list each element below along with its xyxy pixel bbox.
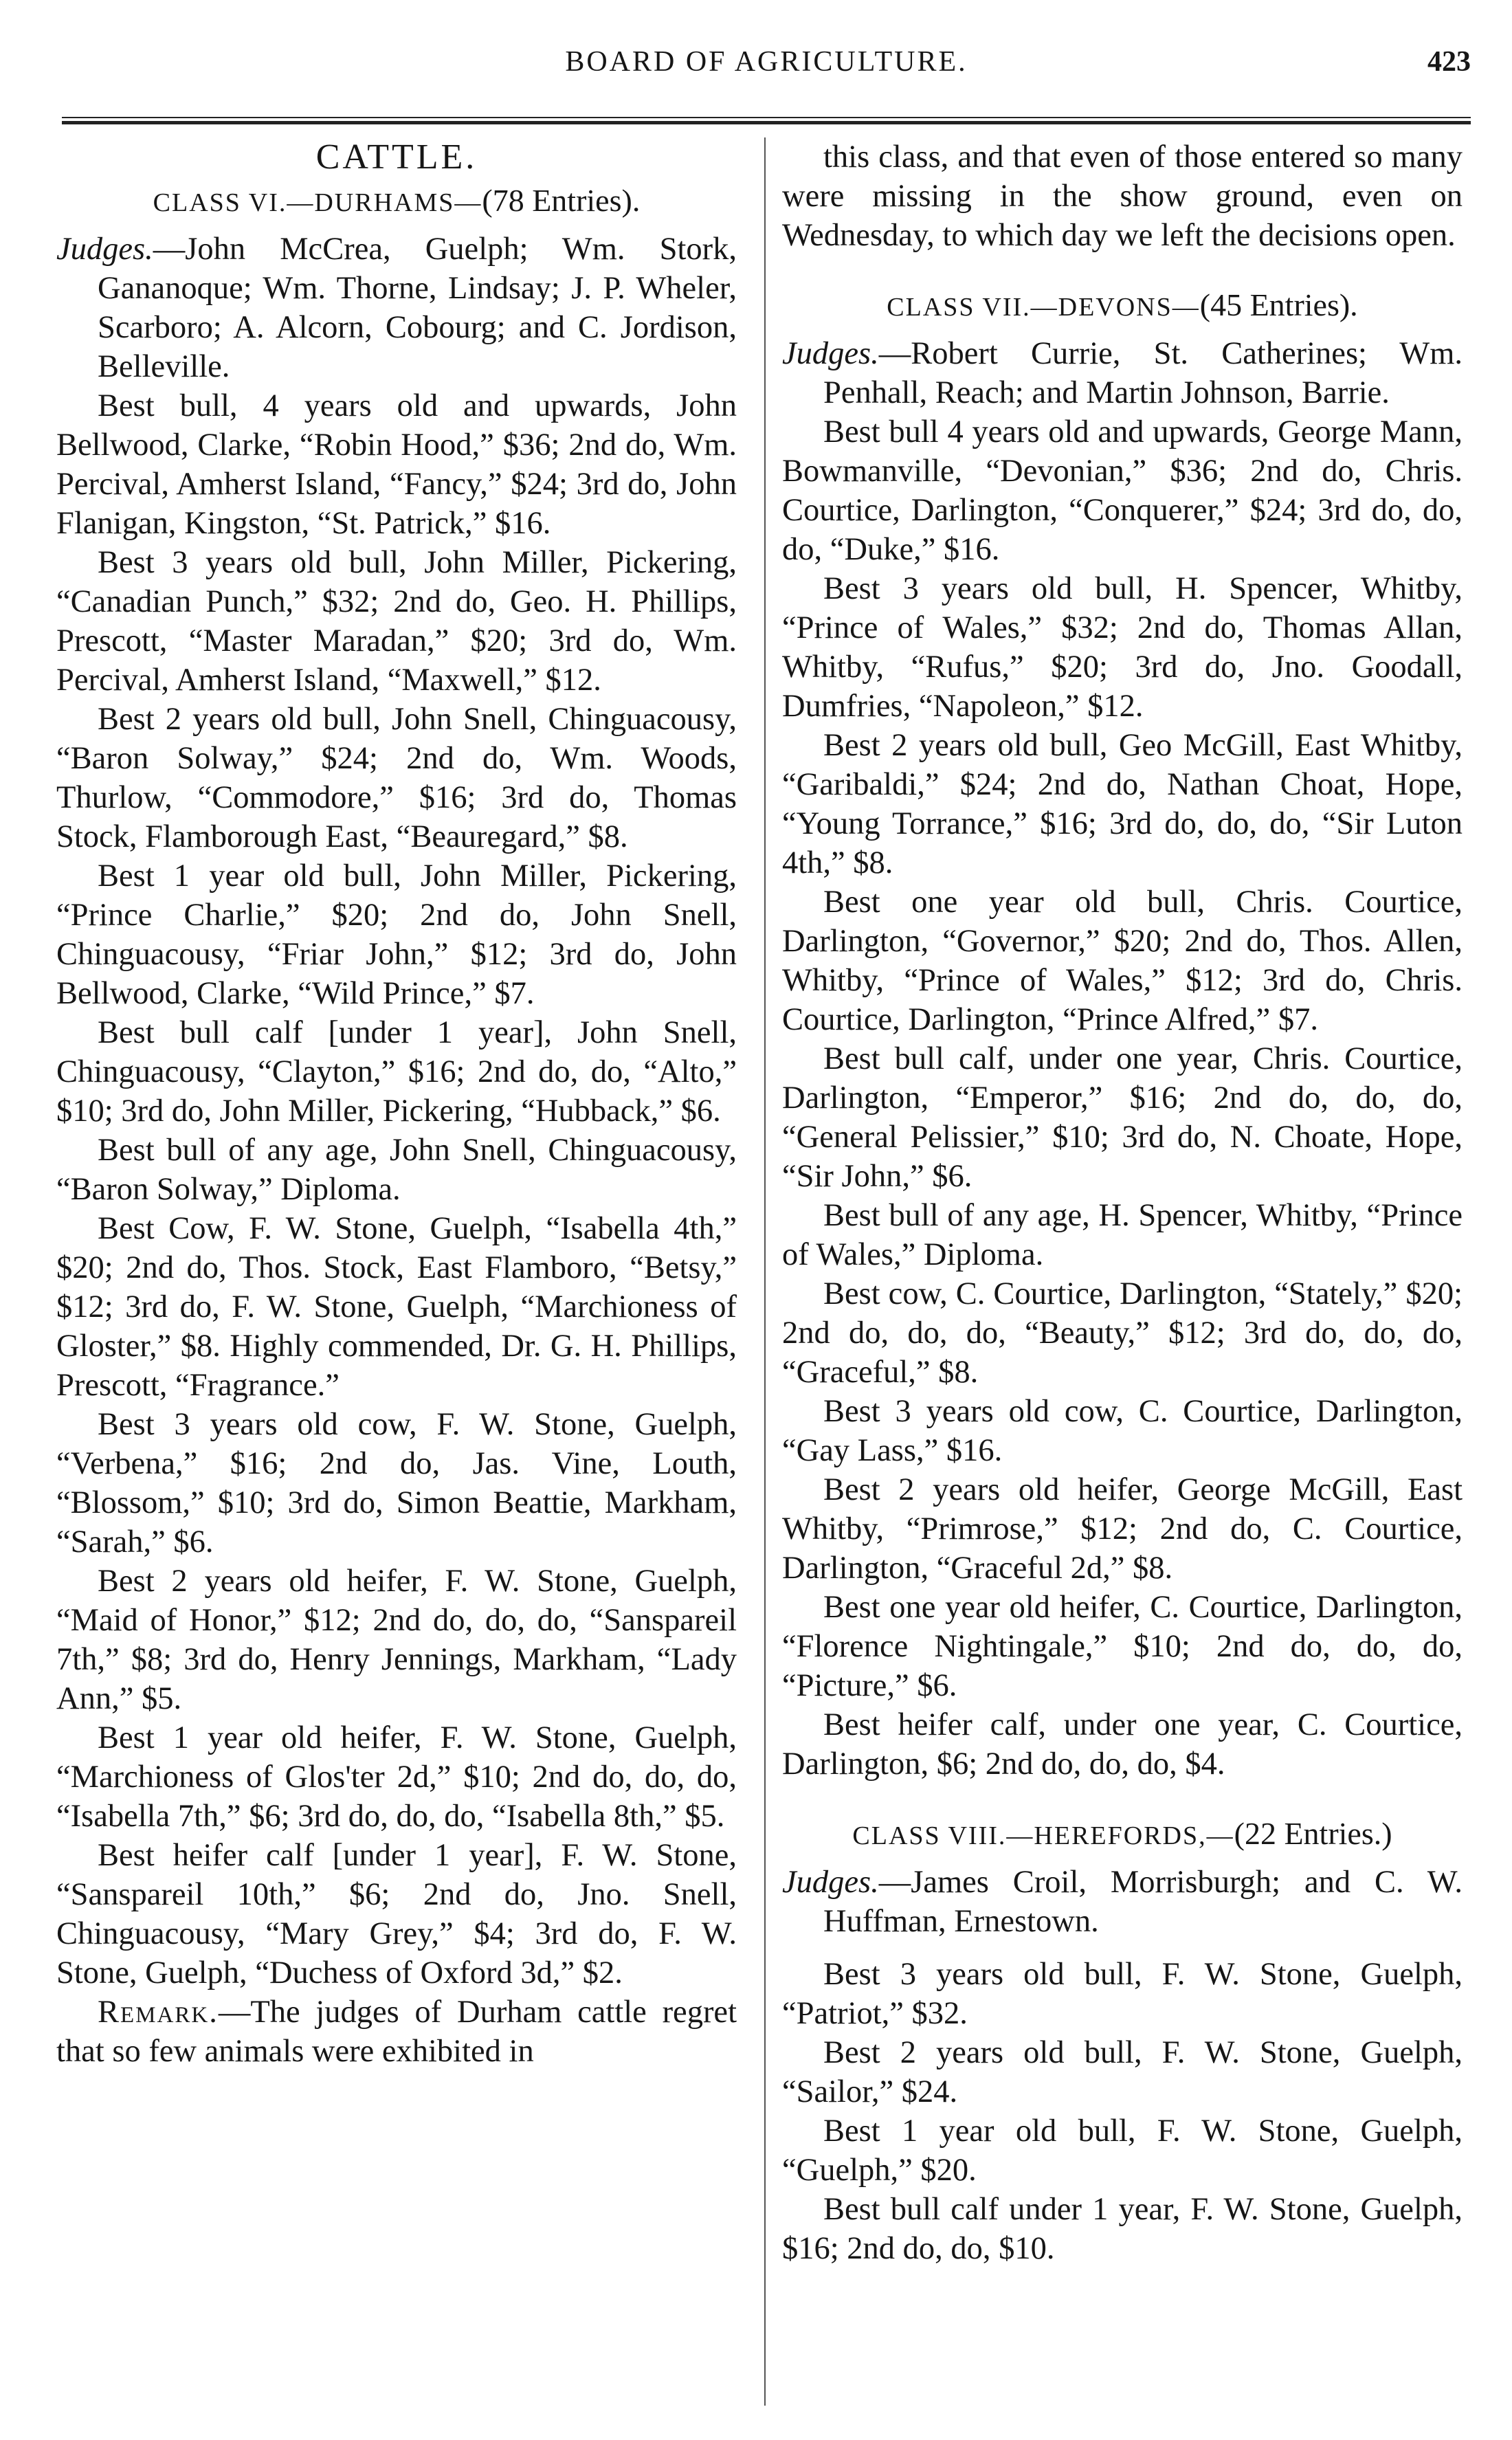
judges-names: —James Croil, Morrisburgh; and C. W. Huffman, Ernestown. [823, 1865, 1463, 1939]
section-heading-cattle: CATTLE. [315, 137, 478, 177]
award-paragraph: Best 2 years old heifer, George McGill, East Whitby, “Primrose,” $12; 2nd do, C. Courtice, Darlington, “Graceful 2d,” $8. [782, 1472, 1463, 1586]
running-title: BOARD OF AGRICULTURE. [565, 46, 968, 78]
class-heading-devons [782, 285, 1463, 327]
award-paragraph: Best 3 years old cow, C. Courtice, Darlington, “Gay Lass,” $16. [782, 1394, 1463, 1468]
award-paragraph: Best bull of any age, John Snell, Chinguacousy, “Baron Solway,” Diploma. [56, 1133, 737, 1207]
award-paragraph: Best Cow, F. W. Stone, Guelph, “Isabella 4th,” $20; 2nd do, Thos. Stock, East Flamboro, “Betsy,” $12; 3rd do, F. W. Stone, Guelph, “Marchioness of Gloster,” $8. Highly commended, Dr. G. H. Phillips, Prescott, “Fragrance.” [56, 1211, 737, 1403]
award-paragraph: Best 1 year old bull, John Miller, Pickering, “Prince Charlie,” $20; 2nd do, John Snell, Chinguacousy, “Friar John,” $12; 3rd do, John Bellwood, Clarke, “Wild Prince,” $7. [56, 858, 737, 1011]
award-paragraph: Best 1 year old heifer, F. W. Stone, Guelph, “Marchioness of Glos'ter 2d,” $10; 2nd do, do, do, “Isabella 7th,” $6; 3rd do, do, do, “Isabella 8th,” $5. [56, 1720, 737, 1834]
class-entries: (22 Entries.) [1234, 1816, 1392, 1851]
remark-text: —The judges of Durham cattle regret that so few animals were exhibited in [56, 1995, 737, 2069]
header-rule-thick [62, 121, 1471, 124]
award-paragraph: Best 3 years old cow, F. W. Stone, Guelph, “Verbena,” $16; 2nd do, Jas. Vine, Louth, “Blossom,” $10; 3rd do, Simon Beattie, Markham, “Sarah,” $6. [56, 1407, 737, 1560]
award-paragraph: Best bull calf under 1 year, F. W. Stone, Guelph, $16; 2nd do, do, $10. [782, 2192, 1463, 2266]
continued-paragraph: this class, and that even of those entered so many were missing in the show ground, even on Wednesday, to which day we left the decisions open. [782, 140, 1463, 253]
award-paragraph: Best bull calf, under one year, Chris. Courtice, Darlington, “Emperor,” $16; 2nd do, do, do, “General Pelissier,” $10; 3rd do, N. Choate, Hope, “Sir John,” $6. [782, 1041, 1463, 1194]
award-paragraph: Best 3 years old bull, F. W. Stone, Guelph, “Patriot,” $32. [782, 1957, 1463, 2031]
judges-names: —John McCrea, Guelph; Wm. Stork, Gananoque; Wm. Thorne, Lindsay; J. P. Wheler, Scarboro; A. Alcorn, Cobourg; and C. Jordison, Belleville. [98, 232, 737, 384]
spacer [782, 1941, 1463, 1955]
award-paragraph: Best bull, 4 years old and upwards, John Bellwood, Clarke, “Robin Hood,” $36; 2nd do, Wm. Percival, Amherst Island, “Fancy,” $24; 3rd do, John Flanigan, Kingston, “St. Patrick,” $16. [56, 388, 737, 541]
page-header [62, 41, 1471, 82]
judges-paragraph [782, 1863, 1463, 1941]
award-paragraph: Best 2 years old bull, John Snell, Chinguacousy, “Baron Solway,” $24; 2nd do, Wm. Woods, Thurlow, “Commodore,” $16; 3rd do, Thomas Stock, Flamborough East, “Beauregard,” $8. [56, 702, 737, 854]
award-paragraph: Best 2 years old heifer, F. W. Stone, Guelph, “Maid of Honor,” $12; 2nd do, do, do, “Sanspareil 7th,” $8; 3rd do, Henry Jennings, Markham, “Lady Ann,” $5. [56, 1564, 737, 1716]
award-paragraph: Best one year old heifer, C. Courtice, Darlington, “Florence Nightingale,” $10; 2nd do, do, do, “Picture,” $6. [782, 1590, 1463, 1703]
class-label: CLASS VIII.—HEREFORDS,— [852, 1821, 1234, 1850]
spacer [782, 255, 1463, 282]
award-paragraph: Best bull calf [under 1 year], John Snell, Chinguacousy, “Clayton,” $16; 2nd do, do, “Alto,” $10; 3rd do, John Miller, Pickering, “Hubback,” $6. [56, 1015, 737, 1129]
left-column [56, 137, 737, 2071]
spacer [782, 1784, 1463, 1811]
award-paragraph: Best cow, C. Courtice, Darlington, “Stately,” $20; 2nd do, do, do, “Beauty,” $12; 3rd do, do, do, “Graceful,” $8. [782, 1276, 1463, 1390]
class-label: CLASS VII.—DEVONS— [887, 293, 1200, 322]
award-paragraph: Best 3 years old bull, H. Spencer, Whitby, “Prince of Wales,” $32; 2nd do, Thomas Allan, Whitby, “Rufus,” $20; 3rd do, Jno. Goodall, Dumfries, “Napoleon,” $12. [782, 571, 1463, 724]
class-heading-durhams [56, 181, 737, 223]
judges-label: Judges. [782, 1865, 879, 1900]
class-entries: (45 Entries). [1199, 287, 1358, 322]
award-paragraph: Best heifer calf [under 1 year], F. W. Stone, “Sanspareil 10th,” $6; 2nd do, Jno. Snell, Chinguacousy, “Mary Grey,” $4; 3rd do, F. W. Stone, Guelph, “Duchess of Oxford 3d,” $2. [56, 1838, 737, 1990]
class-heading-herefords [782, 1814, 1463, 1856]
column-divider [764, 137, 766, 2406]
award-paragraph: Best bull 4 years old and upwards, George Mann, Bowmanville, “Devonian,” $36; 2nd do, Chris. Courtice, Darlington, “Conquerer,” $24; 3rd do, do, do, “Duke,” $16. [782, 414, 1463, 567]
class-entries: (78 Entries). [482, 183, 641, 218]
class-label: CLASS VI.—DURHAMS— [153, 188, 482, 217]
award-paragraph: Best 1 year old bull, F. W. Stone, Guelph, “Guelph,” $20. [782, 2114, 1463, 2188]
remark-paragraph [56, 1993, 737, 2071]
award-paragraph: Best 3 years old bull, John Miller, Pickering, “Canadian Punch,” $32; 2nd do, Geo. H. Phillips, Prescott, “Master Maradan,” $20; 3rd do, Wm. Percival, Amherst Island, “Maxwell,” $12. [56, 545, 737, 698]
award-paragraph: Best 2 years old bull, Geo McGill, East Whitby, “Garibaldi,” $24; 2nd do, Nathan Choat, Hope, “Young Torrance,” $16; 3rd do, do, do, “Sir Luton 4th,” $8. [782, 728, 1463, 880]
header-rule-thin [62, 117, 1471, 118]
judges-paragraph [56, 230, 737, 386]
judges-names: —Robert Currie, St. Catherines; Wm. Penhall, Reach; and Martin Johnson, Barrie. [823, 336, 1463, 410]
judges-label: Judges. [782, 336, 879, 371]
remark-label: Remark. [98, 1995, 219, 2030]
judges-paragraph [782, 334, 1463, 412]
award-paragraph: Best heifer calf, under one year, C. Courtice, Darlington, $6; 2nd do, do, do, $4. [782, 1707, 1463, 1782]
award-paragraph: Best bull of any age, H. Spencer, Whitby, “Prince of Wales,” Diploma. [782, 1198, 1463, 1272]
right-column [782, 137, 1463, 2268]
award-paragraph: Best one year old bull, Chris. Courtice, Darlington, “Governor,” $20; 2nd do, Thos. Allen, Whitby, “Prince of Wales,” $12; 3rd do, Chris. Courtice, Darlington, “Prince Alfred,” $7. [782, 885, 1463, 1037]
judges-label: Judges. [56, 232, 153, 267]
award-paragraph: Best 2 years old bull, F. W. Stone, Guelph, “Sailor,” $24. [782, 2035, 1463, 2109]
page-number: 423 [1427, 46, 1471, 78]
